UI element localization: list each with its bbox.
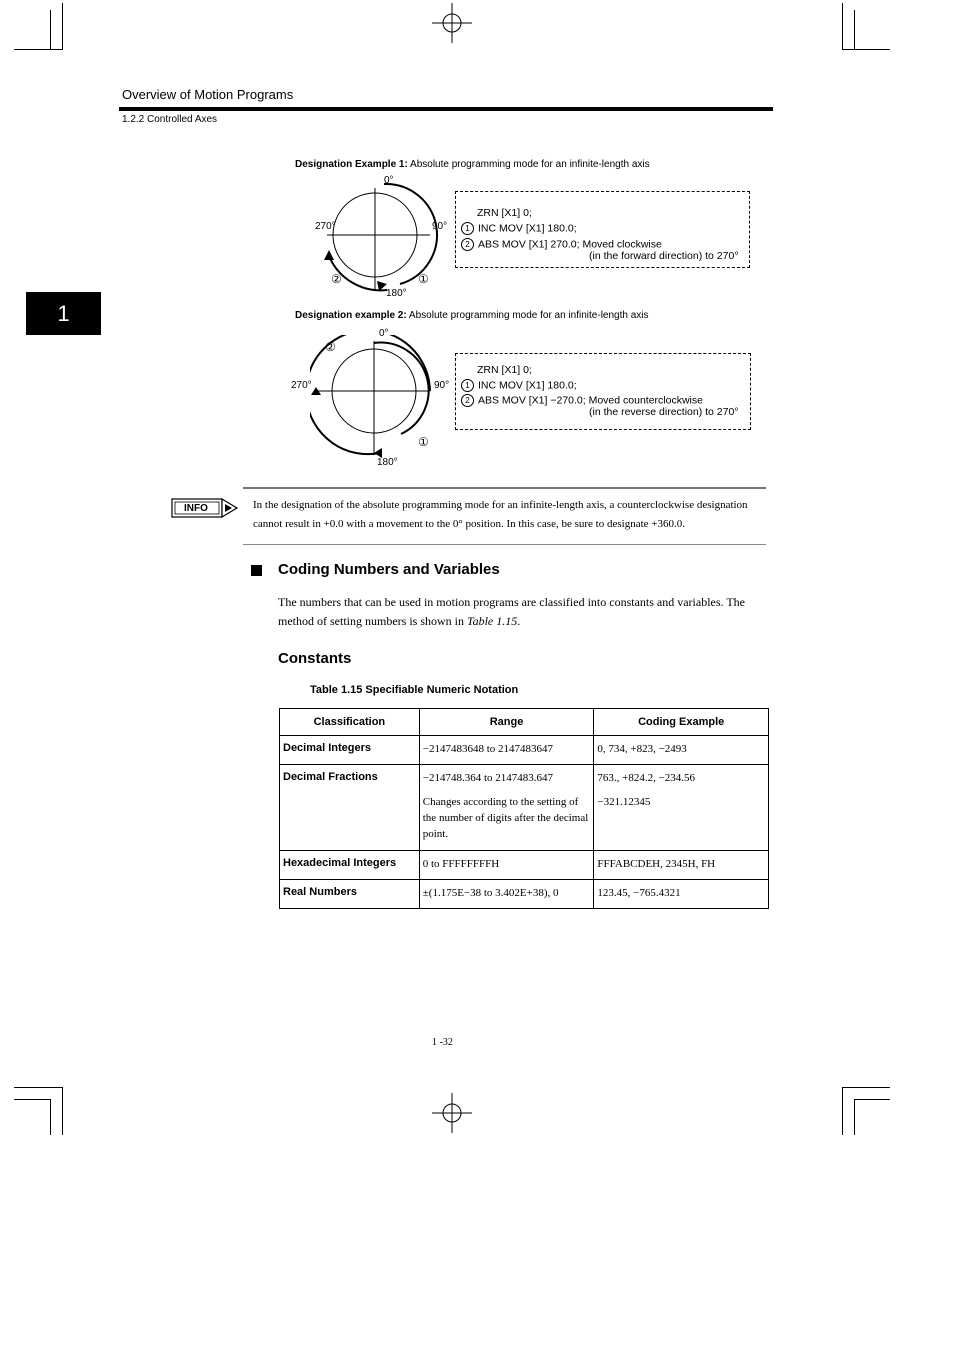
section-paragraph: The numbers that can be used in motion programs are classified into constants and variables. The method of setting numbers is shown in Table 1.15. bbox=[278, 595, 745, 628]
table-cell-range: −214748.364 to 2147483.647 Changes according to the setting of the number of digits after the decimal point. bbox=[419, 765, 594, 851]
table-header-cell: Coding Example bbox=[594, 709, 769, 736]
table-cell-classification: Hexadecimal Integers bbox=[280, 851, 420, 880]
example2-code-line4: (in the reverse direction) to 270° bbox=[589, 406, 739, 418]
table-row bbox=[280, 851, 769, 880]
example1-code-line1: ZRN [X1] 0; bbox=[477, 207, 532, 219]
example2-marker-2: ② bbox=[325, 340, 336, 354]
example1-marker-1: ① bbox=[418, 272, 429, 286]
example1-marker-2: ② bbox=[331, 272, 342, 286]
table-reference: Table 1.15 bbox=[467, 614, 518, 628]
table-cell-classification: Decimal Integers bbox=[280, 736, 420, 765]
example1-label-180deg: 180° bbox=[386, 288, 407, 299]
table-cell-example: FFFABCDEH, 2345H, FH bbox=[594, 851, 769, 880]
step-1-icon: 1 bbox=[461, 379, 474, 392]
example2-marker-1: ① bbox=[418, 435, 429, 449]
header-rule bbox=[119, 107, 773, 111]
example2-label-270deg: 270° bbox=[291, 380, 312, 391]
step-2-icon: 2 bbox=[461, 394, 474, 407]
chapter-tab: 1 bbox=[26, 292, 101, 335]
example1-label-90deg: 90° bbox=[432, 221, 448, 232]
example2-caption-label: Designation example 2: bbox=[295, 310, 407, 321]
step-2-icon: 2 bbox=[461, 238, 474, 251]
example1-caption-text: Absolute programming mode for an infinite-length axis bbox=[407, 159, 650, 170]
running-header-subsection: 1.2.2 Controlled Axes bbox=[122, 114, 218, 125]
example1-code-line4: (in the forward direction) to 270° bbox=[589, 250, 739, 262]
table-cell-example: 123.45, −765.4321 bbox=[594, 880, 769, 909]
table-cell-example: 0, 734, +823, −2493 bbox=[594, 736, 769, 765]
example2-code-line1: ZRN [X1] 0; bbox=[477, 364, 532, 376]
registration-mark-top bbox=[432, 3, 472, 43]
table-caption: Table 1.15 Specifiable Numeric Notation bbox=[310, 684, 519, 696]
example2-label-0deg: 0° bbox=[379, 328, 389, 339]
example1-code-line3: 2 ABS MOV [X1] 270.0; Moved clockwise bbox=[461, 238, 662, 251]
info-top-rule bbox=[243, 487, 766, 489]
example2-code-line3: 2 ABS MOV [X1] −270.0; Moved counterclockwise bbox=[461, 394, 703, 407]
table-cell-range: ±(1.175E−38 to 3.402E+38), 0 bbox=[419, 880, 594, 909]
example2-caption bbox=[295, 310, 649, 321]
step-1-icon: 1 bbox=[461, 222, 474, 235]
example2-caption-text: Absolute programming mode for an infinite-length axis bbox=[406, 310, 649, 321]
table-cell-example: 763., +824.2, −234.56 −321.12345 bbox=[594, 765, 769, 851]
numeric-notation-table bbox=[279, 708, 769, 909]
table-cell-range: −2147483648 to 2147483647 bbox=[419, 736, 594, 765]
example1-caption bbox=[295, 159, 650, 170]
running-header-title: Overview of Motion Programs bbox=[122, 87, 294, 102]
example1-label-270deg: 270° bbox=[315, 221, 336, 232]
table-row bbox=[280, 765, 769, 851]
table-header-row bbox=[280, 709, 769, 736]
page-number: 1 -32 bbox=[432, 1037, 453, 1048]
example1-caption-label: Designation Example 1: bbox=[295, 159, 408, 170]
example1-label-0deg: 0° bbox=[384, 175, 394, 186]
info-bottom-rule bbox=[243, 544, 766, 545]
table-cell-classification: Real Numbers bbox=[280, 880, 420, 909]
table-cell-classification: Decimal Fractions bbox=[280, 765, 420, 851]
table-header-cell: Classification bbox=[280, 709, 420, 736]
example2-label-180deg: 180° bbox=[377, 457, 398, 468]
example1-code-line2: 1 INC MOV [X1] 180.0; bbox=[461, 222, 577, 235]
example2-label-90deg: 90° bbox=[434, 380, 450, 391]
table-header-cell: Range bbox=[419, 709, 594, 736]
section-bullet-icon bbox=[251, 565, 262, 576]
info-text: In the designation of the absolute programming mode for an infinite-length axis, a counterclockwise designation cannot result in +0.0 with a movement to the 0° position. In this case, be sure to designate +360.0. bbox=[253, 499, 748, 530]
table-row bbox=[280, 736, 769, 765]
table-cell-range: 0 to FFFFFFFFH bbox=[419, 851, 594, 880]
table-row bbox=[280, 880, 769, 909]
section-title: Coding Numbers and Variables bbox=[278, 561, 500, 578]
example2-code-line2: 1 INC MOV [X1] 180.0; bbox=[461, 379, 577, 392]
constants-heading: Constants bbox=[278, 650, 352, 667]
info-badge-label: INFO bbox=[184, 503, 208, 514]
registration-mark-bottom bbox=[432, 1093, 472, 1133]
table-cell-range-note: Changes according to the setting of the number of digits after the decimal point. bbox=[422, 796, 589, 840]
